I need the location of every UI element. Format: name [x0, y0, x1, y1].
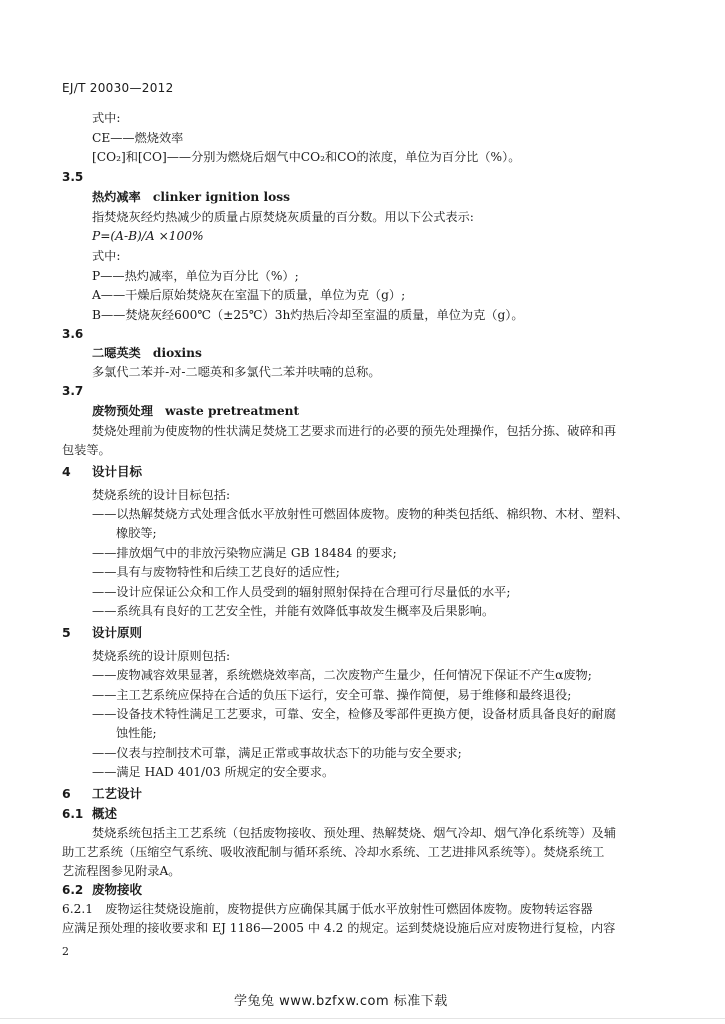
list-item-cont: 橡胶等;	[116, 526, 157, 540]
paragraph: 6.2.1 废物运往焚烧设施前，废物提供方应确保其属于低水平放射性可燃固体废物。废物转运容器	[62, 902, 593, 916]
clause-number: 3.6	[62, 327, 84, 341]
list-item-cont: 蚀性能;	[116, 726, 157, 740]
section-intro: 焚烧系统的设计目标包括:	[92, 488, 231, 502]
paragraph: 焚烧系统包括主工艺系统（包括废物接收、预处理、热解焚烧、烟气冷却、烟气净化系统等）及辅	[92, 826, 617, 840]
standard-number: EJ/T 20030—2012	[62, 81, 174, 95]
variable-b: B——焚烧灰经600℃（±25℃）3h灼热后冷却至室温的质量，单位为克（g）。	[92, 308, 524, 322]
term-definition: 焚烧处理前为使废物的性状满足焚烧工艺要求而进行的必要的预先处理操作，包括分拣、破碎和再	[92, 424, 617, 438]
ce-definition: CE——燃烧效率	[92, 131, 184, 145]
term-title: 废物预处理 waste pretreatment	[92, 404, 300, 418]
term-definition: 多氯代二苯并-对-二噁英和多氯代二苯并呋喃的总称。	[92, 365, 381, 379]
list-item: ——排放烟气中的非放污染物应满足 GB 18484 的要求;	[92, 546, 397, 560]
subclause-title: 概述	[92, 806, 118, 821]
paragraph-cont: 应满足预处理的接收要求和 EJ 1186—2005 中 4.2 的规定。运到焚烧设施后应对废物进行复检，内容	[62, 921, 616, 935]
section-number: 4	[62, 464, 71, 479]
subclause-number: 6.2	[62, 883, 84, 897]
list-item: ——仪表与控制技术可靠，满足正常或事故状态下的功能与安全要求;	[92, 746, 462, 760]
section-title: 工艺设计	[92, 786, 143, 801]
list-item: ——具有与废物特性和后续工艺良好的适应性;	[92, 565, 340, 579]
section-number: 5	[62, 625, 71, 640]
scan-edge-line	[0, 1018, 725, 1019]
list-item: ——设备技术特性满足工艺要求，可靠、安全，检修及零部件更换方便，设备材质具备良好的耐腐	[92, 707, 617, 721]
co-definition: [CO₂]和[CO]——分别为燃烧后烟气中CO₂和CO的浓度，单位为百分比（%）。	[92, 150, 521, 164]
list-item: ——满足 HAD 401/03 所规定的安全要求。	[92, 765, 335, 779]
paragraph-cont: 艺流程图参见附录A。	[62, 864, 181, 878]
clause-number: 3.5	[62, 170, 84, 184]
where-label: 式中:	[92, 111, 121, 125]
footer-watermark: 学兔兔 www.bzfxw.com 标准下载	[234, 994, 448, 1009]
where-label: 式中:	[92, 249, 121, 263]
list-item: ——废物减容效果显著，系统燃烧效率高，二次废物产生量少，任何情况下保证不产生α废物;	[92, 668, 592, 682]
list-item: ——主工艺系统应保持在合适的负压下运行，安全可靠、操作简便，易于维修和最终退役;	[92, 688, 572, 702]
term-definition: 指焚烧灰经灼热减少的质量占原焚烧灰质量的百分数。用以下公式表示:	[92, 210, 474, 224]
section-number: 6	[62, 786, 71, 801]
list-item: ——系统具有良好的工艺安全性，并能有效降低事故发生概率及后果影响。	[92, 604, 495, 618]
subclause-number: 6.1	[62, 807, 84, 821]
paragraph-cont: 助工艺系统（压缩空气系统、吸收液配制与循环系统、冷却水系统、工艺进排风系统等）。焚烧系统工	[62, 845, 605, 859]
subclause-title: 废物接收	[92, 882, 143, 897]
term-definition-cont: 包装等。	[62, 443, 111, 457]
term-title: 二噁英类 dioxins	[92, 346, 202, 360]
formula: P=(A-B)/A ×100%	[92, 229, 204, 243]
variable-a: A——干燥后原始焚烧灰在室温下的质量，单位为克（g）;	[92, 288, 406, 302]
section-title: 设计原则	[92, 625, 143, 640]
term-title: 热灼减率 clinker ignition loss	[92, 190, 290, 204]
page-number: 2	[62, 945, 69, 958]
section-intro: 焚烧系统的设计原则包括:	[92, 649, 231, 663]
variable-p: P——热灼减率，单位为百分比（%）;	[92, 269, 299, 283]
list-item: ——以热解焚烧方式处理含低水平放射性可燃固体废物。废物的种类包括纸、棉织物、木材、塑料、	[92, 507, 629, 521]
list-item: ——设计应保证公众和工作人员受到的辐射照射保持在合理可行尽量低的水平;	[92, 585, 511, 599]
section-title: 设计目标	[92, 464, 143, 479]
clause-number: 3.7	[62, 384, 84, 398]
